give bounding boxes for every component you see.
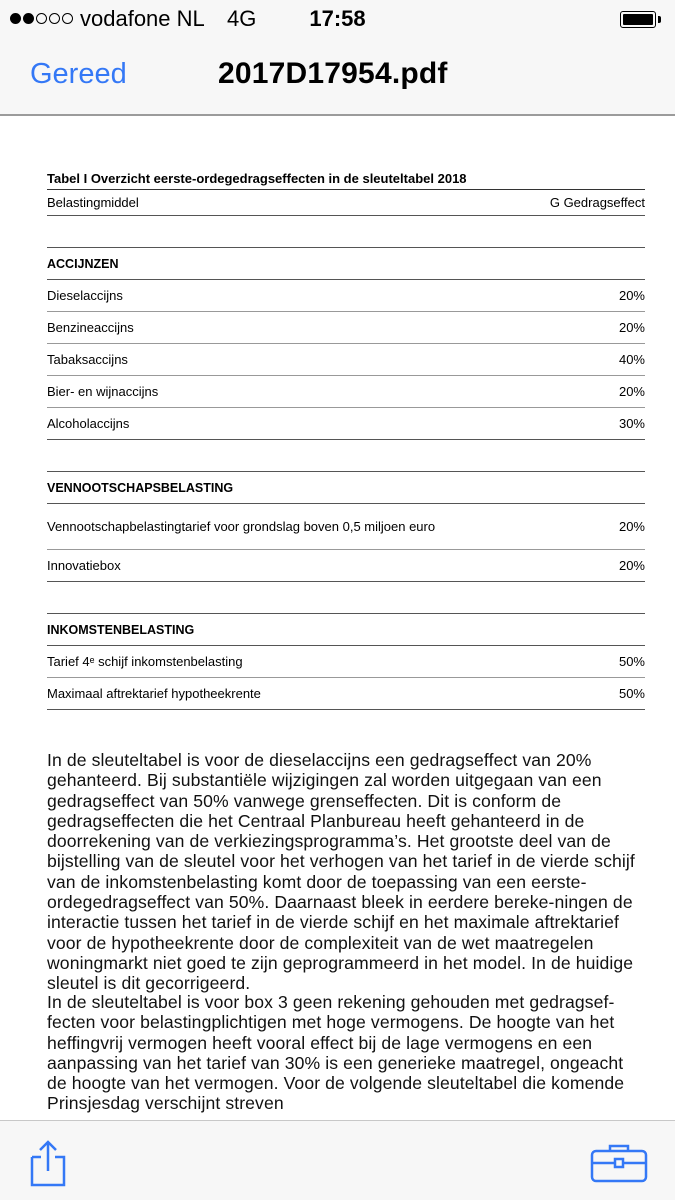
table-spacer: [47, 582, 645, 614]
row-label: Bier- en wijnaccijns: [47, 383, 159, 399]
carrier-name: vodafone NL: [80, 6, 205, 31]
column-header-tax: Belastingmiddel: [47, 195, 139, 210]
row-value: 20%: [618, 288, 645, 303]
navigation-bar: [0, 40, 675, 116]
bottom-toolbar: [0, 1120, 675, 1200]
column-header-effect: G Gedragseffect: [549, 195, 645, 210]
row-label: Innovatiebox: [47, 557, 121, 573]
body-paragraph: In de sleuteltabel is voor box 3 geen rekening gehouden met gedragsef-fecten voor belastingplichtigen met hoge vermogens. De hoogte van het heffingvrij vermogen heeft vooral effect bij de lage vermogens en een aanpassing van het tarief van 30% is een generieke maatregel, ongeacht de hoogte van het vermogen. Voor de volgende sleuteltabel die komende Prinsjesdag verschijnt streven: [47, 992, 625, 1114]
battery-tip: [658, 16, 661, 23]
share-icon[interactable]: [28, 1139, 68, 1187]
table-row: [47, 678, 645, 710]
status-bar: [0, 0, 675, 40]
row-label: Tabaksaccijns: [47, 351, 128, 367]
pdf-page[interactable]: [0, 118, 675, 1120]
effects-table: [47, 170, 645, 710]
table-row: [47, 280, 645, 312]
table-row: [47, 550, 645, 582]
row-label: Benzineaccijns: [47, 319, 134, 335]
table-spacer: [47, 440, 645, 472]
section-heading-accijnzen: ACCIJNZEN: [47, 248, 645, 280]
table-row: [47, 376, 645, 408]
table-row: [47, 408, 645, 440]
row-value: 50%: [618, 654, 645, 669]
row-value: 20%: [618, 558, 645, 573]
row-value: 40%: [618, 352, 645, 367]
table-header: [47, 190, 645, 216]
briefcase-icon[interactable]: [590, 1143, 648, 1183]
row-label: Tarief 4ᵉ schijf inkomstenbelasting: [47, 653, 243, 669]
row-label: Alcoholaccijns: [47, 415, 130, 431]
battery-icon: [620, 11, 656, 28]
row-value: 20%: [618, 320, 645, 335]
done-button[interactable]: Gereed: [30, 58, 127, 90]
row-label: Vennootschapbelastingtarief voor grondslag boven 0,5 miljoen euro: [47, 518, 436, 534]
row-value: 20%: [618, 519, 645, 534]
table-row: [47, 646, 645, 678]
section-heading-inkomstenbelasting: INKOMSTENBELASTING: [47, 614, 645, 646]
body-paragraph: In de sleuteltabel is voor de dieselaccijns een gedragseffect van 20% gehanteerd. Bij substantiële wijzigingen zal worden uitgegaan van een gedragseffect van 50% vanwege grenseffecten. Dit is conform de gedragseffecten die het Centraal Planbureau heeft gehanteerd in de doorrekening van de verkiezingsprogramma’s. Het grootste deel van de bijstelling van de sleutel voor het verhogen van het tarief in de vierde schijf van de inkomstenbelasting komt door de toepassing van een eerste-ordegedragseffect van 50%. Daarnaast bleek in eerdere bereke-ningen de interactie tussen het tarief in de vierde schijf en het maximale aftrektarief voor de hypotheekrente door de complexiteit van de wet maatregelen woningmarkt niet goed te zijn geprogrammeerd in het model. In de huidige sleutel is dit gecorrigeerd.: [47, 750, 635, 994]
row-value: 20%: [618, 384, 645, 399]
section-heading-vennootschapsbelasting: VENNOOTSCHAPSBELASTING: [47, 472, 645, 504]
table-spacer: [47, 216, 645, 248]
row-value: 50%: [618, 686, 645, 701]
status-time: 17:58: [309, 6, 366, 31]
table-row: [47, 344, 645, 376]
document-title: 2017D17954.pdf: [218, 57, 448, 90]
table-row: [47, 312, 645, 344]
row-value: 30%: [618, 416, 645, 431]
table-row: [47, 504, 645, 550]
network-type: 4G: [227, 6, 257, 31]
table-caption: Tabel I Overzicht eerste-ordegedragseffecten in de sleuteltabel 2018: [47, 170, 645, 190]
row-label: Maximaal aftrektarief hypotheekrente: [47, 685, 261, 701]
row-label: Dieselaccijns: [47, 287, 123, 303]
